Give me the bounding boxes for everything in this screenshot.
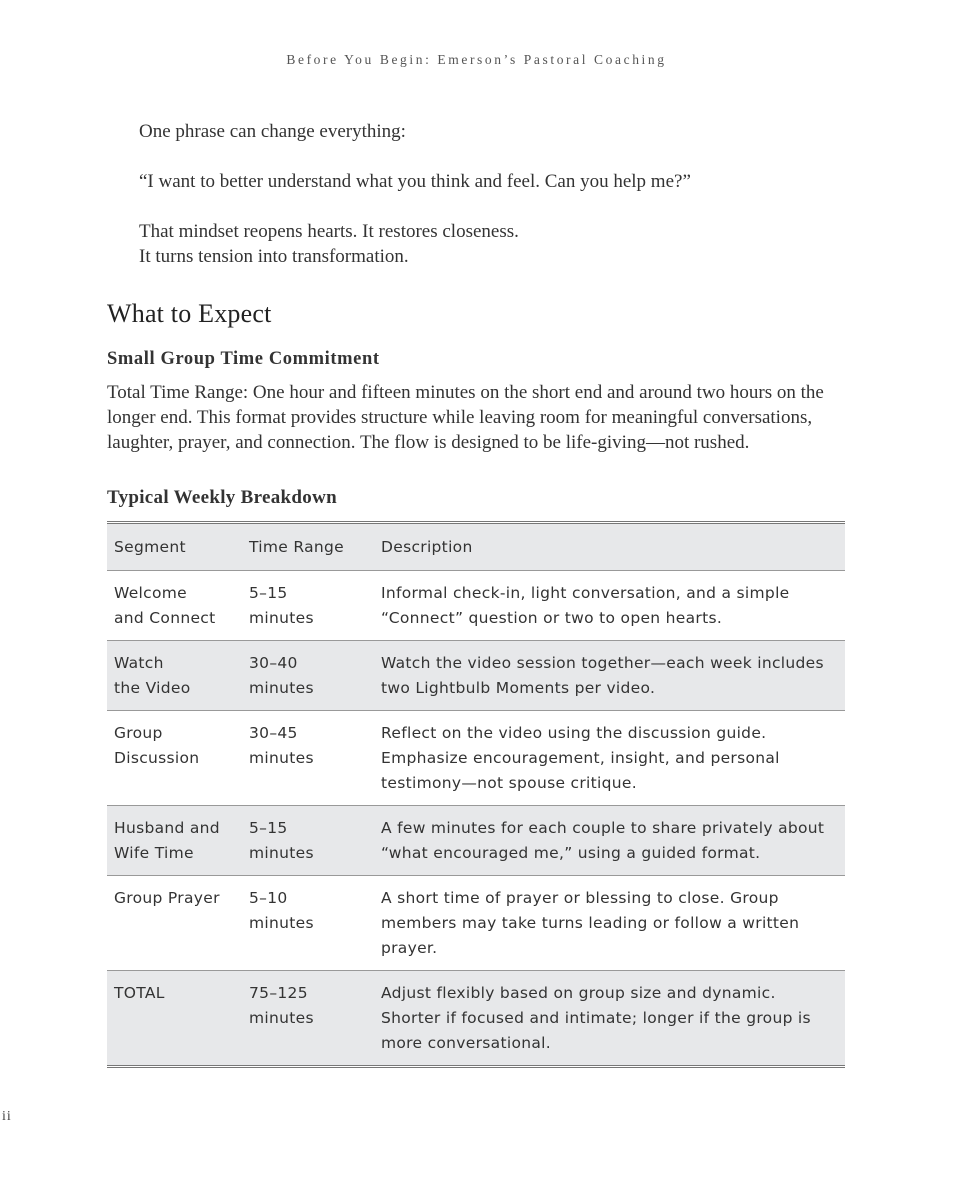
table-row: [107, 571, 845, 641]
section-subhead: Small Group Time Commitment: [107, 349, 380, 369]
intro-closing: [139, 219, 839, 269]
table-row: [107, 641, 845, 711]
header-segment: Segment: [107, 524, 242, 571]
header-description: Description: [374, 524, 845, 571]
row-time: 5–15 minutes: [242, 571, 374, 641]
table-row-total: [107, 971, 845, 1066]
row-segment: Welcome and Connect: [107, 571, 242, 641]
intro-closing-line2: It turns tension into transformation.: [139, 246, 409, 267]
intro-line: One phrase can change everything:: [139, 121, 406, 142]
page-number: ii: [2, 1109, 12, 1124]
row-segment: Group Discussion: [107, 711, 242, 806]
row-description: Watch the video session together—each week includes two Lightbulb Moments per video.: [374, 641, 845, 711]
intro-closing-line1: That mindset reopens hearts. It restores closeness.: [139, 221, 519, 242]
table-row: [107, 806, 845, 876]
row-description: A short time of prayer or blessing to close. Group members may take turns leading or follow a written prayer.: [374, 876, 845, 971]
row-description: Reflect on the video using the discussion guide. Emphasize encouragement, insight, and personal testimony—not spouse critique.: [374, 711, 845, 806]
row-time: 30–40 minutes: [242, 641, 374, 711]
row-segment: TOTAL: [107, 971, 242, 1066]
running-head: Before You Begin: Emerson’s Pastoral Coaching: [286, 52, 667, 67]
row-description: Adjust flexibly based on group size and dynamic. Shorter if focused and intimate; longer if the group is more conversational.: [374, 971, 845, 1066]
row-time: 5–10 minutes: [242, 876, 374, 971]
table-title: Typical Weekly Breakdown: [107, 487, 337, 508]
row-segment: Watch the Video: [107, 641, 242, 711]
row-time: 5–15 minutes: [242, 806, 374, 876]
row-description: A few minutes for each couple to share privately about “what encouraged me,” using a guided format.: [374, 806, 845, 876]
table-row: [107, 876, 845, 971]
table-header-row: [107, 524, 845, 571]
section-title: What to Expect: [107, 299, 272, 328]
row-segment: Husband and Wife Time: [107, 806, 242, 876]
row-time: 75–125 minutes: [242, 971, 374, 1066]
intro-block: [139, 119, 839, 269]
row-time: 30–45 minutes: [242, 711, 374, 806]
header-time-range: Time Range: [242, 524, 374, 571]
intro-quote: “I want to better understand what you think and feel. Can you help me?”: [139, 171, 691, 192]
row-segment: Group Prayer: [107, 876, 242, 971]
weekly-breakdown-table: [107, 521, 845, 1068]
row-description: Informal check-in, light conversation, and a simple “Connect” question or two to open hearts.: [374, 571, 845, 641]
table-row: [107, 711, 845, 806]
section-paragraph: Total Time Range: One hour and fifteen minutes on the short end and around two hours on the longer end. This format provides structure while leaving room for meaningful conversations, laughter, prayer, and connection. The flow is designed to be life-giving—not rushed.: [107, 382, 824, 453]
